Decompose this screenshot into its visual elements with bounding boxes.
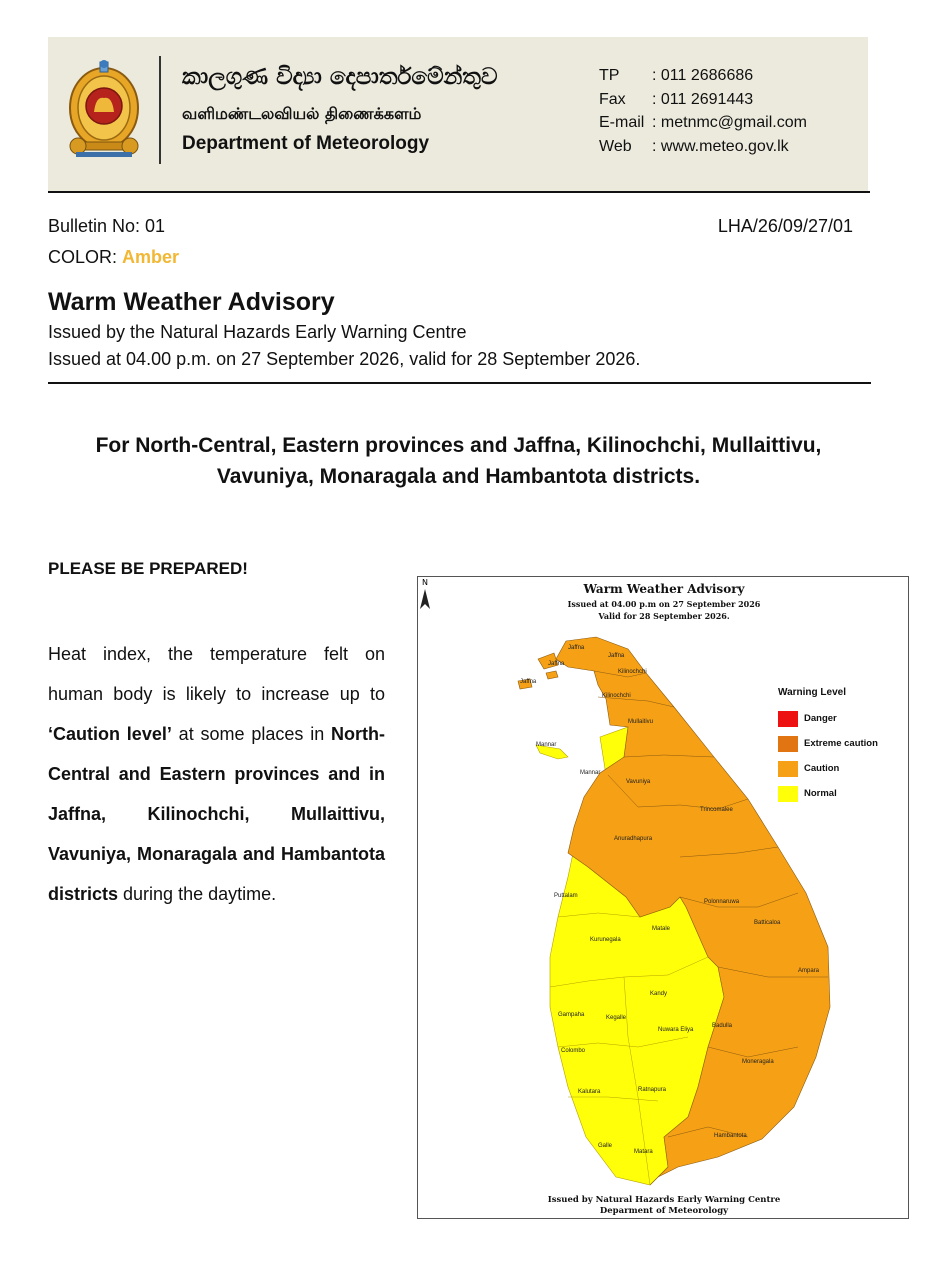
district-label: Mannar — [580, 770, 601, 776]
district-label: Mullaitivu — [628, 719, 654, 725]
advisory-body — [48, 634, 385, 914]
district-label: Jaffna — [520, 679, 537, 685]
contact-label: TP — [599, 67, 620, 84]
district-label: Kilinochchi — [618, 669, 647, 675]
district-label: Galle — [598, 1143, 613, 1149]
legend-danger — [778, 706, 878, 731]
district-label: Ampara — [798, 968, 820, 974]
prepared-heading: PLEASE BE PREPARED! — [48, 559, 248, 578]
district-label: Moneragala — [742, 1059, 774, 1065]
map-footer-issuer: Issued by Natural Hazards Early Warning Centre — [547, 1195, 781, 1205]
body-text-5: during the daytime. — [118, 884, 277, 904]
header-divider — [159, 56, 161, 164]
district-label: Puttalam — [554, 893, 578, 899]
color-line — [48, 247, 179, 268]
contact-fax — [599, 88, 807, 112]
contact-web — [599, 135, 807, 159]
contact-phone — [599, 64, 807, 88]
district-label: Gampaha — [558, 1012, 585, 1018]
district-label: Kilinochchi — [602, 693, 631, 699]
contact-email — [599, 111, 807, 135]
legend-label: Caution — [804, 763, 840, 774]
bulletin-number: Bulletin No: 01 — [48, 216, 166, 236]
district-label: Jaffna — [608, 653, 625, 659]
legend-caution — [778, 756, 878, 781]
dept-name-sinhala: කාලගුණ විද්‍යා දෙපාර්තමේන්තුව — [182, 64, 498, 90]
district-label: Kalutara — [578, 1089, 601, 1095]
sri-lanka-emblem — [66, 56, 142, 162]
legend-extreme-caution — [778, 731, 878, 756]
contact-value: : 011 2691443 — [652, 90, 754, 108]
legend-normal — [778, 781, 878, 806]
district-label: Kandy — [650, 991, 668, 997]
advisory-title: Warm Weather Advisory — [48, 288, 335, 316]
issued-at: Issued at 04.00 p.m. on 27 September 2026, valid for 28 September 2026. — [48, 349, 641, 369]
legend-label: Extreme caution — [804, 738, 878, 749]
contact-block — [599, 64, 807, 158]
header-rule — [48, 191, 870, 193]
district-label: Polonnaruwa — [704, 899, 740, 905]
contact-value: : 011 2686686 — [652, 67, 754, 84]
district-label: Matara — [634, 1149, 653, 1155]
district-label: Nuwara Eliya — [658, 1027, 694, 1033]
district-label: Matale — [652, 926, 671, 932]
map-legend — [778, 687, 878, 806]
body-caution-level: ‘Caution level’ — [48, 724, 172, 744]
district-label: Jaffna — [548, 661, 565, 667]
contact-label: Web — [599, 137, 632, 155]
district-label: Trincomalee — [700, 807, 733, 813]
district-label: Mannar — [536, 742, 557, 748]
color-label: COLOR: — [48, 247, 123, 267]
district-label: Ratnapura — [638, 1087, 667, 1093]
legend-title: Warning Level — [778, 687, 846, 698]
district-label: Kegalle — [606, 1015, 627, 1021]
district-label: Jaffna — [568, 645, 585, 651]
sri-lanka-map — [418, 577, 910, 1220]
dept-name-english: Department of Meteorology — [182, 133, 430, 154]
contact-value[interactable]: : www.meteo.gov.lk — [652, 137, 789, 155]
swatch-normal — [778, 786, 798, 802]
north-label: N — [422, 578, 428, 587]
areas-line-2: Vavuniya, Monaragala and Hambantota districts. — [216, 465, 701, 488]
swatch-caution — [778, 761, 798, 777]
bulletin-reference: LHA/26/09/27/01 — [717, 216, 853, 236]
district-label: Kurunegala — [590, 937, 621, 943]
north-arrow-icon — [418, 577, 432, 613]
map-footer-dept: Deparment of Meteorology — [599, 1206, 729, 1216]
areas-line-1: For North-Central, Eastern provinces and Jaffna, Kilinochchi, Mullaittivu, — [95, 434, 822, 457]
district-label: Hambantota — [714, 1133, 747, 1139]
body-areas: North-Central and Eastern provinces and in Jaffna, Kilinochchi, Mullaittivu, Vavuniya, Monaragala and Hambantota districts — [48, 724, 386, 904]
affected-areas — [60, 430, 857, 492]
swatch-danger — [778, 711, 798, 727]
district-label: Badulla — [712, 1023, 733, 1029]
map-valid: Valid for 28 September 2026. — [598, 611, 730, 621]
contact-value[interactable]: : metnmc@gmail.com — [652, 114, 807, 131]
swatch-extreme-caution — [778, 736, 798, 752]
district-label: Vavuniya — [626, 779, 651, 785]
dept-name-tamil: வளிமண்டலவியல் திணைக்களம் — [182, 104, 422, 123]
legend-label: Danger — [804, 713, 837, 724]
map-title: Warm Weather Advisory — [583, 582, 745, 596]
district-label: Batticaloa — [754, 920, 781, 926]
district-label: Colombo — [561, 1048, 586, 1054]
body-text-3: at some places in — [171, 724, 332, 744]
map-issued: Issued at 04.00 p.m on 27 September 2026 — [567, 599, 761, 609]
body-text-1: Heat index, the temperature felt on human body is likely to increase up to — [48, 644, 385, 704]
contact-label: Fax — [599, 90, 626, 108]
issued-by: Issued by the Natural Hazards Early Warning Centre — [48, 322, 467, 342]
advisory-map — [417, 576, 909, 1219]
contact-label: E-mail — [599, 114, 645, 131]
color-value: Amber — [122, 247, 180, 267]
section-rule — [48, 382, 871, 384]
district-label: Anuradhapura — [614, 836, 653, 842]
legend-label: Normal — [804, 788, 837, 799]
